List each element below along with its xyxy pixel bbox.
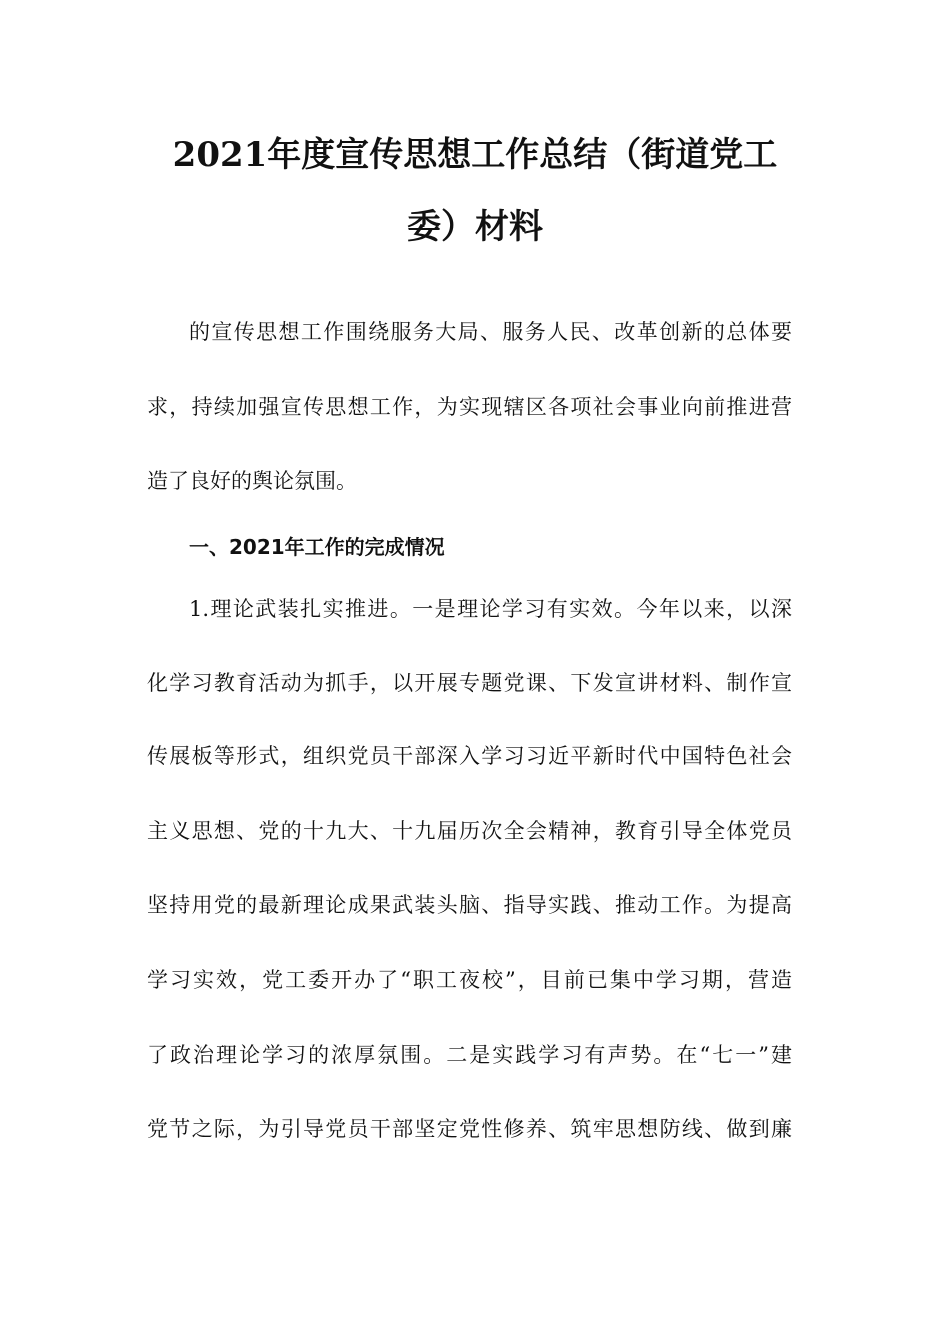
document-title-line-2: 委）材料 xyxy=(407,207,543,247)
document-title-line-1: 2021年度宣传思想工作总结（街道党工 xyxy=(172,135,778,175)
section-line-5: 坚持用党的最新理论成果武装头脑、指导实践、推动工作。为提高 xyxy=(147,893,792,917)
section-line-6: 学习实效，党工委开办了“职工夜校”，目前已集中学习期，营造 xyxy=(147,968,792,992)
intro-line-1: 的宣传思想工作围绕服务大局、服务人民、改革创新的总体要 xyxy=(189,320,792,344)
section-line-3: 传展板等形式，组织党员干部深入学习习近平新时代中国特色社会 xyxy=(147,744,792,768)
intro-line-3: 造了良好的舆论氛围。 xyxy=(147,469,357,493)
section-line-2: 化学习教育活动为抓手，以开展专题党课、下发宣讲材料、制作宣 xyxy=(147,671,792,695)
section-line-4: 主义思想、党的十九大、十九届历次全会精神，教育引导全体党员 xyxy=(147,819,792,843)
section-heading: 一、2021年工作的完成情况 xyxy=(189,535,445,559)
section-line-8: 党节之际，为引导党员干部坚定党性修养、筑牢思想防线、做到廉 xyxy=(147,1117,792,1141)
section-line-7: 了政治理论学习的浓厚氛围。二是实践学习有声势。在“七一”建 xyxy=(147,1043,792,1067)
section-line-1: 1.理论武装扎实推进。一是理论学习有实效。今年以来，以深 xyxy=(189,597,792,621)
intro-line-2: 求，持续加强宣传思想工作，为实现辖区各项社会事业向前推进营 xyxy=(147,395,792,419)
